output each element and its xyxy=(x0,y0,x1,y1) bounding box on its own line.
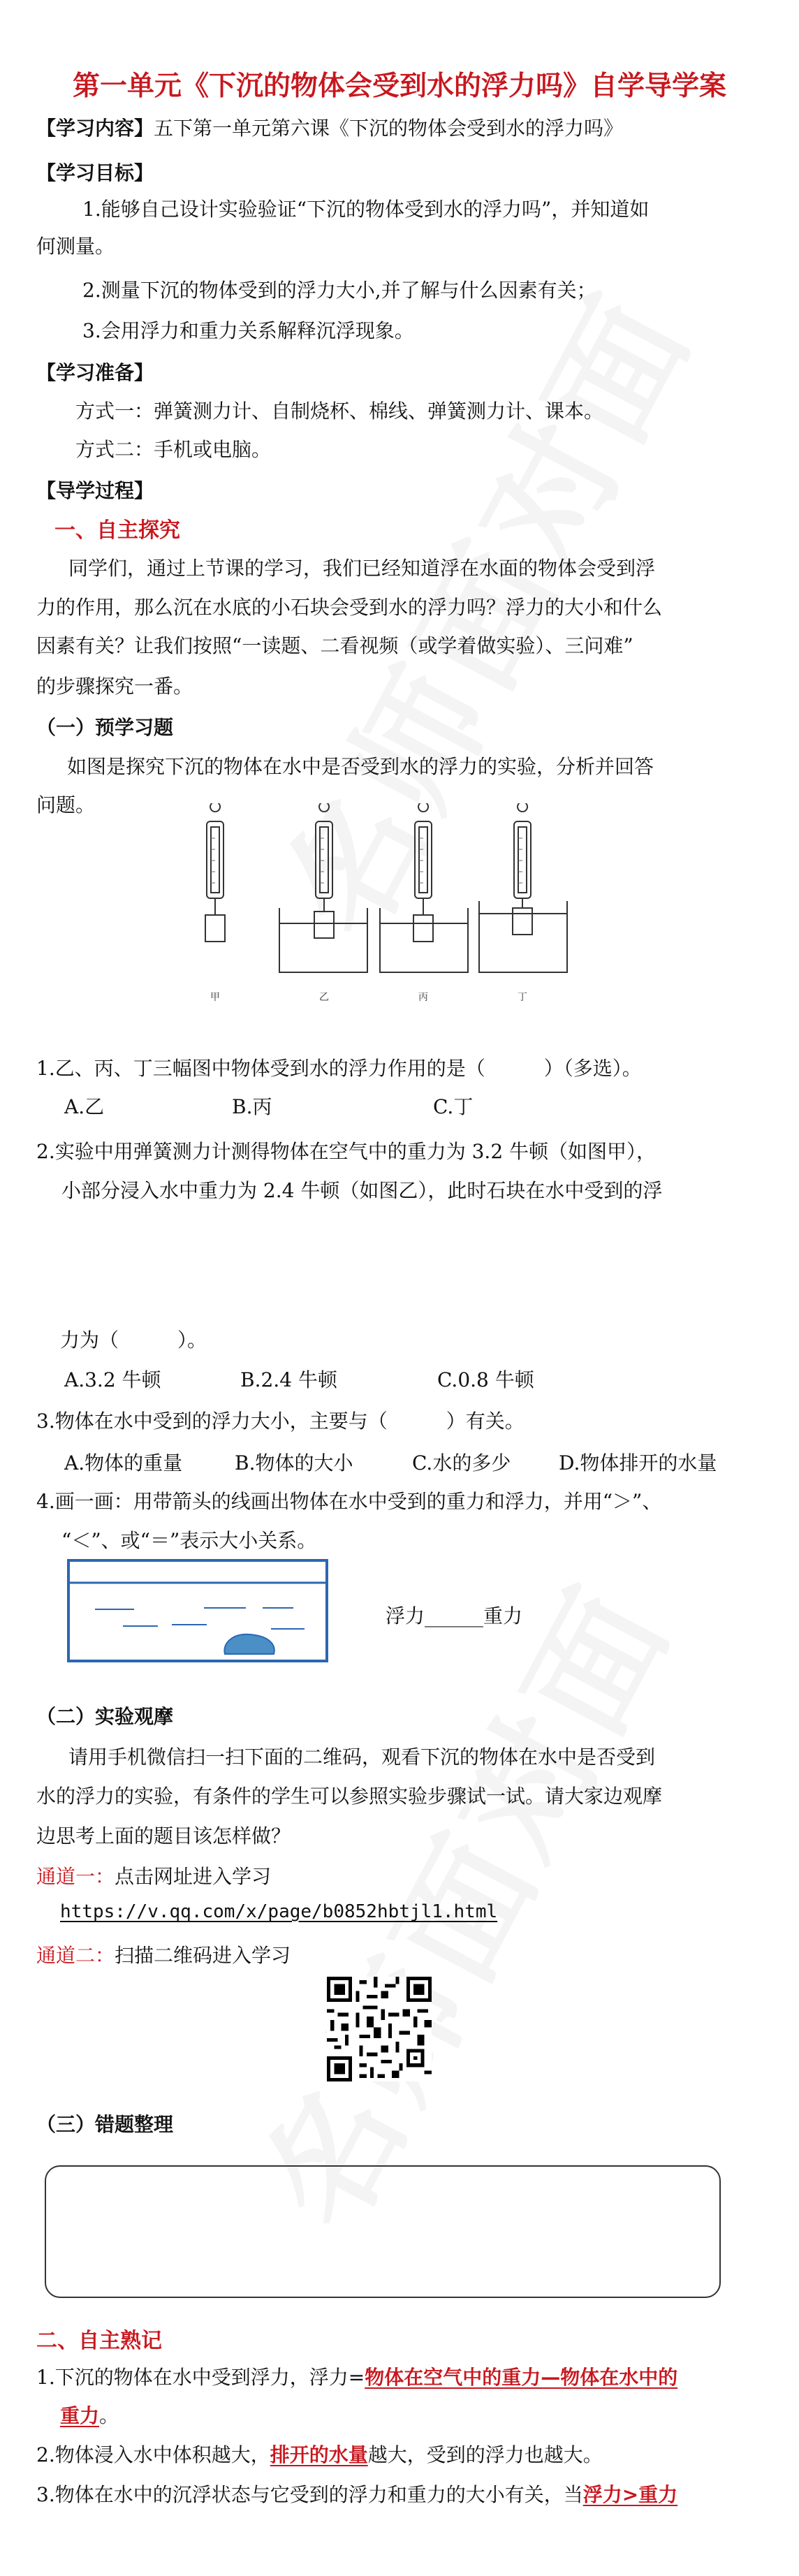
scale-jia xyxy=(205,803,225,942)
section1-title: 一、自主探究 xyxy=(54,518,180,543)
q3-option: B.物体的大小 xyxy=(235,1451,353,1474)
intro-line: 力的作用，那么沉在水底的小石块会受到水的浮力吗？浮力的大小和什么 xyxy=(36,596,663,619)
question-4: 4.画一画：用带箭头的线画出物体在水中受到的重力和浮力，并用“＞”、 xyxy=(36,1490,662,1513)
prep-label: 【学习准备】 xyxy=(36,361,154,384)
sub1-intro: 问题。 xyxy=(36,793,96,817)
fact-2-highlight: 排开的水量 xyxy=(270,2443,368,2466)
q2-option: C.0.8 牛顿 xyxy=(437,1368,534,1391)
fig-label: 丙 xyxy=(418,992,428,1003)
water-tank-drawing[interactable] xyxy=(67,1559,330,1664)
intro-line: 因素有关？让我们按照“一读题、二看视频（或学着做实验）、三问难” xyxy=(36,634,633,657)
fig-label: 乙 xyxy=(319,992,329,1003)
video-link[interactable]: https://v.qq.com/x/page/b0852hbtjl1.html xyxy=(60,1901,498,1922)
question-3: 3.物体在水中受到的浮力大小，主要与（ ）有关。 xyxy=(36,1410,525,1433)
spring-scale-figure xyxy=(182,803,615,1006)
content-text: 五下第一单元第六课《下沉的物体会受到水的浮力吗》 xyxy=(154,117,624,140)
process-label: 【导学过程】 xyxy=(36,479,154,502)
fact-3-highlight: 浮力>重力 xyxy=(582,2483,678,2506)
content-row xyxy=(36,113,623,141)
channel-2-text: 扫描二维码进入学习 xyxy=(115,1944,291,1967)
fact-3 xyxy=(36,2480,677,2508)
channel-1-text: 点击网址进入学习 xyxy=(115,1865,272,1888)
goal-line: 3.会用浮力和重力关系解释沉浮现象。 xyxy=(82,319,414,342)
fact-1-highlight: 重力 xyxy=(60,2404,100,2427)
sub2-text: 边思考上面的题目该怎样做？ xyxy=(36,1824,291,1847)
sub2-text: 请用手机微信扫一扫下面的二维码，观看下沉的物体在水中是否受到 xyxy=(68,1746,656,1769)
qr-code[interactable] xyxy=(327,1977,432,2081)
fact-1-text: 1.下沉的物体在水中受到浮力，浮力= xyxy=(36,2366,365,2389)
q1-option: B.丙 xyxy=(232,1095,272,1118)
q2-option: B.2.4 牛顿 xyxy=(240,1368,337,1391)
scale-yi xyxy=(279,803,367,972)
question-1: 1.乙、丙、丁三幅图中物体受到水的浮力作用的是（ ）（多选）。 xyxy=(36,1057,642,1080)
goals-label: 【学习目标】 xyxy=(36,161,154,184)
channel-2 xyxy=(36,1940,291,1968)
prep-item: 方式二：手机或电脑。 xyxy=(75,438,272,461)
fact-2-text: 越大，受到的浮力也越大。 xyxy=(367,2443,603,2466)
question-2: 小部分浸入水中重力为 2.4 牛顿（如图乙），此时石块在水中受到的浮 xyxy=(61,1179,663,1202)
question-2: 力为（ ）。 xyxy=(60,1329,207,1352)
sub1-title: （一）预学习题 xyxy=(36,716,174,739)
sub1-intro: 如图是探究下沉的物体在水中是否受到水的浮力的实验，分析并回答 xyxy=(67,755,654,778)
fig-label: 丁 xyxy=(518,992,527,1003)
fact-1 xyxy=(36,2362,677,2390)
fact-2 xyxy=(36,2440,603,2468)
intro-line: 的步骤探究一番。 xyxy=(36,675,193,698)
prep-item: 方式一：弹簧测力计、自制烧杯、棉线、弹簧测力计、课本。 xyxy=(75,400,604,423)
q3-option: C.水的多少 xyxy=(412,1451,511,1474)
scale-bing xyxy=(380,803,468,972)
sub2-title: （二）实验观摩 xyxy=(36,1705,174,1728)
intro-line: 同学们，通过上节课的学习，我们已经知道浮在水面的物体会受到浮 xyxy=(68,557,656,580)
channel-2-label: 通道二： xyxy=(36,1944,115,1967)
force-compare-fill[interactable]: 浮力______重力 xyxy=(386,1604,523,1627)
q3-option: A.物体的重量 xyxy=(64,1451,183,1474)
scale-ding xyxy=(479,803,567,972)
sub2-text: 水的浮力的实验，有条件的学生可以参照实验步骤试一试。请大家边观摩 xyxy=(36,1785,663,1808)
section2-title: 二、自主熟记 xyxy=(36,2329,162,2353)
goal-line: 2.测量下沉的物体受到的浮力大小,并了解与什么因素有关； xyxy=(82,279,596,302)
channel-1 xyxy=(36,1861,271,1889)
goal-line: 1.能够自己设计实验验证“下沉的物体受到水的浮力吗”，并知道如 xyxy=(82,198,650,221)
question-4: “＜”、或“＝”表示大小关系。 xyxy=(61,1529,317,1552)
fig-label: 甲 xyxy=(210,992,220,1003)
sub3-title: （三）错题整理 xyxy=(36,2113,174,2136)
q1-option: C.丁 xyxy=(433,1095,474,1118)
mistakes-box[interactable] xyxy=(45,2165,721,2298)
page-title: 第一单元《下沉的物体会受到水的浮力吗》自学导学案 xyxy=(72,71,726,102)
fact-1-cont xyxy=(60,2401,119,2429)
fact-1-highlight: 物体在空气中的重力—物体在水中的 xyxy=(365,2366,678,2389)
goal-line: 何测量。 xyxy=(36,235,115,258)
q2-option: A.3.2 牛顿 xyxy=(64,1368,161,1391)
q3-option: D.物体排开的水量 xyxy=(559,1451,717,1474)
content-label: 【学习内容】 xyxy=(36,117,154,140)
channel-1-label: 通道一： xyxy=(36,1865,115,1888)
fact-1-text: 。 xyxy=(99,2404,119,2427)
fact-2-text: 2.物体浸入水中体积越大， xyxy=(36,2443,270,2466)
question-2: 2.实验中用弹簧测力计测得物体在空气中的重力为 3.2 牛顿（如图甲）， xyxy=(36,1140,657,1163)
q1-option: A.乙 xyxy=(64,1095,105,1118)
fact-3-text: 3.物体在水中的沉浮状态与它受到的浮力和重力的大小有关，当 xyxy=(36,2483,583,2506)
